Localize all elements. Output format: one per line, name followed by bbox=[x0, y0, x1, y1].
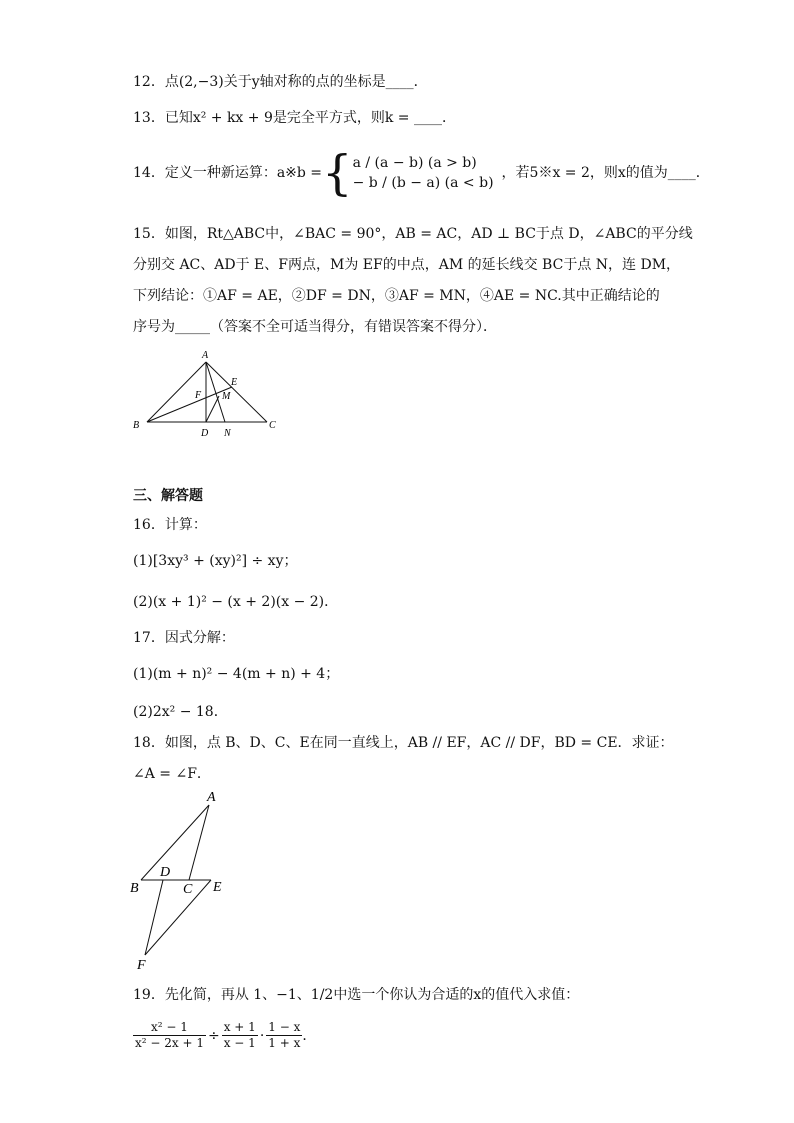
q19-f2-numerator: x + 1 bbox=[223, 1020, 256, 1034]
q19-f1-denominator: x² − 2x + 1 bbox=[135, 1036, 204, 1050]
q19-fraction-3 bbox=[266, 1020, 302, 1051]
q14-suffix: ，若5※x = 2，则x的值为____． bbox=[501, 165, 710, 181]
fig15-label-M: M bbox=[222, 391, 231, 402]
question-14 bbox=[133, 138, 710, 208]
question-18-line1: 18．如图，点 B、D、C、E在同一直线上，AB // EF，AC // DF，BD = CE．求证： bbox=[133, 735, 674, 751]
fig15-label-A: A bbox=[202, 350, 209, 361]
section-heading: 三、解答题 bbox=[133, 488, 203, 504]
q19-fraction-1 bbox=[133, 1020, 206, 1051]
q14-case1: a / (a − b) (a > b) bbox=[352, 155, 477, 171]
q19-f2-denominator: x − 1 bbox=[223, 1036, 256, 1050]
fig18-label-A: A bbox=[207, 790, 216, 805]
fig18-label-D: D bbox=[160, 865, 171, 880]
q14-prefix: 14．定义一种新运算：a※b = bbox=[133, 165, 323, 181]
question-15-line3: 下列结论：①AF = AE，②DF = DN，③AF = MN，④AE = NC.其中正确结论的 bbox=[133, 288, 660, 304]
fig18-label-B: B bbox=[130, 881, 139, 896]
fig15-label-E: E bbox=[231, 377, 238, 388]
q14-brace: { bbox=[322, 145, 353, 201]
q14-case2: − b / (b − a) (a < b) bbox=[352, 175, 494, 191]
q18-figure bbox=[125, 787, 235, 972]
question-17-part1: (1)(m + n)² − 4(m + n) + 4； bbox=[133, 666, 340, 682]
question-15-line1: 15．如图，Rt△ABC中，∠BAC = 90°，AB = AC，AD ⊥ BC于点 D，∠ABC的平分线 bbox=[133, 226, 693, 242]
q19-f3-denominator: 1 + x bbox=[268, 1036, 301, 1050]
q19-f3-numerator: 1 − x bbox=[268, 1020, 301, 1034]
fig18-label-C: C bbox=[183, 882, 193, 897]
fig15-label-N: N bbox=[224, 428, 231, 439]
fig15-label-B: B bbox=[133, 420, 140, 431]
question-16-title: 16．计算： bbox=[133, 517, 207, 533]
fig15-label-D: D bbox=[201, 428, 209, 439]
fig18-label-E: E bbox=[213, 880, 222, 895]
question-16-part2: (2)(x + 1)² − (x + 2)(x − 2)． bbox=[133, 594, 339, 610]
q14-cases bbox=[353, 153, 494, 193]
fig15-label-C: C bbox=[269, 420, 276, 431]
q19-fraction-2 bbox=[222, 1020, 258, 1051]
fig18-label-F: F bbox=[137, 958, 146, 972]
q19-period: ． bbox=[302, 1027, 317, 1044]
question-17-part2: (2)2x² − 18． bbox=[133, 704, 228, 720]
q15-figure bbox=[125, 345, 285, 440]
question-16-part1: (1)[3xy³ + (xy)²] ÷ xy； bbox=[133, 553, 298, 569]
question-13: 13．已知x² + kx + 9是完全平方式，则k = ____． bbox=[133, 110, 456, 126]
fig15-label-F: F bbox=[195, 390, 202, 401]
q19-multiply-sign: · bbox=[259, 1027, 265, 1044]
question-19-expression bbox=[133, 1020, 316, 1051]
q19-f1-numerator: x² − 1 bbox=[133, 1020, 206, 1036]
question-18-line2: ∠A = ∠F． bbox=[133, 766, 211, 782]
question-12: 12．点(2,−3)关于y轴对称的点的坐标是____． bbox=[133, 74, 428, 90]
q19-divide-sign: ÷ bbox=[207, 1027, 220, 1044]
question-15-line2: 分别交 AC、AD于 E、F两点，M为 EF的中点，AM 的延长线交 BC于点 N，连 DM， bbox=[133, 257, 681, 273]
question-15-line4: 序号为_____（答案不全可适当得分，有错误答案不得分）． bbox=[133, 319, 497, 335]
question-17-title: 17．因式分解： bbox=[133, 630, 235, 646]
question-19-line1: 19．先化简，再从 1、−1、1/2中选一个你认为合适的x的值代入求值： bbox=[133, 987, 580, 1003]
